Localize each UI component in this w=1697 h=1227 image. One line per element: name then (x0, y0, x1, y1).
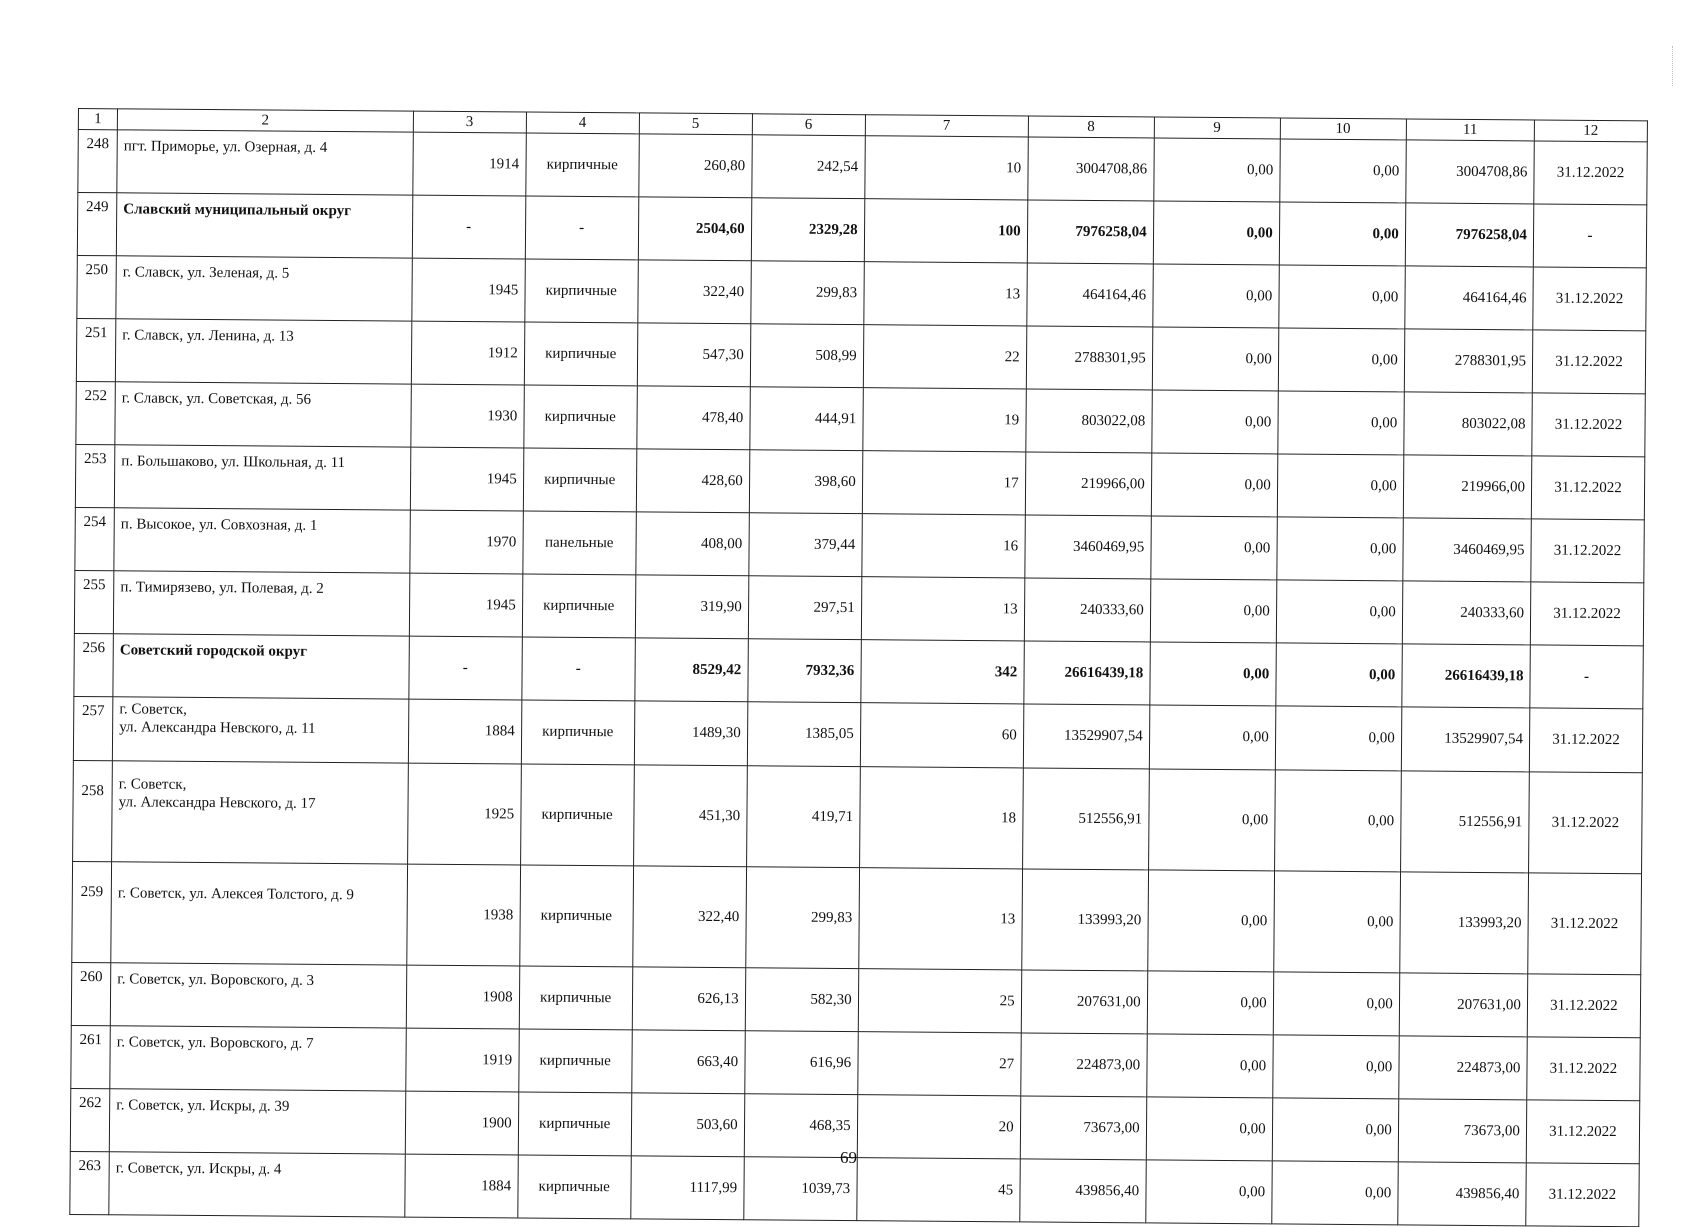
date-cell: 31.12.2022 (1530, 582, 1644, 646)
value-cell: 2788301,95 (1026, 326, 1153, 390)
column-header: 9 (1154, 117, 1280, 139)
value-cell: 398,60 (749, 450, 862, 514)
address-cell (112, 761, 408, 864)
value-cell: 0,00 (1271, 1161, 1398, 1225)
wall-material-cell: кирпичные (522, 574, 635, 638)
value-cell: 0,00 (1276, 580, 1403, 644)
year-cell: 1938 (406, 864, 520, 966)
address-cell: г. Советск, ул. Воровского, д. 3 (110, 963, 406, 1028)
value-cell: 408,00 (635, 512, 748, 576)
row-number: 261 (71, 1025, 111, 1088)
value-cell: 224873,00 (1398, 1036, 1527, 1100)
wall-material-cell: кирпичные (524, 259, 637, 323)
value-cell: 13 (858, 868, 1022, 970)
page-number: 69 (840, 1148, 857, 1167)
row-number: 250 (77, 255, 117, 318)
value-cell: 0,00 (1275, 706, 1402, 771)
value-cell: 322,40 (637, 260, 750, 324)
value-cell: 478,40 (636, 386, 749, 450)
value-cell: 803022,08 (1025, 389, 1152, 453)
column-header: 8 (1028, 116, 1154, 138)
row-number: 259 (72, 861, 112, 962)
date-cell: 31.12.2022 (1528, 873, 1642, 975)
value-cell: 3004708,86 (1027, 137, 1154, 201)
column-header: 10 (1280, 118, 1406, 140)
value-cell: 0,00 (1146, 1097, 1273, 1161)
value-cell: 419,71 (746, 766, 860, 868)
wall-material-cell: кирпичные (523, 385, 636, 449)
address-line: г. Советск, (118, 776, 187, 793)
value-cell: 468,35 (744, 1094, 857, 1158)
value-cell: 207631,00 (1021, 970, 1148, 1034)
table-row (72, 861, 1642, 974)
address-cell: п. Тимирязево, ул. Полевая, д. 2 (113, 571, 409, 636)
date-cell: 31.12.2022 (1528, 772, 1642, 874)
value-cell: 503,60 (631, 1093, 744, 1157)
row-number: 258 (73, 760, 113, 861)
value-cell: 0,00 (1146, 1034, 1273, 1098)
value-cell: 219966,00 (1025, 452, 1152, 516)
value-cell: 297,51 (748, 576, 861, 640)
value-cell: 0,00 (1151, 390, 1278, 454)
value-cell: 22 (863, 325, 1026, 389)
value-cell: 73673,00 (1020, 1096, 1147, 1160)
wall-material-cell: кирпичные (519, 865, 633, 967)
year-cell: - (412, 195, 525, 259)
value-cell: 19 (862, 388, 1025, 452)
value-cell: 20 (857, 1095, 1020, 1159)
value-cell: 3460469,95 (1024, 515, 1151, 579)
value-cell: 100 (864, 199, 1027, 263)
value-cell: 0,00 (1147, 870, 1274, 972)
scan-margin-mark (1672, 46, 1683, 86)
year-cell: - (409, 636, 522, 700)
value-cell: 27 (857, 1032, 1020, 1096)
value-cell: 512556,91 (1022, 768, 1149, 870)
date-cell: - (1533, 204, 1647, 268)
date-cell: - (1530, 645, 1644, 709)
address-cell: п. Высокое, ул. Совхозная, д. 1 (114, 508, 410, 573)
value-cell: 508,99 (750, 324, 863, 388)
value-cell: 1489,30 (634, 701, 747, 766)
date-cell: 31.12.2022 (1527, 974, 1641, 1038)
value-cell: 299,83 (745, 867, 859, 969)
address-cell: г. Советск, ул. Искры, д. 39 (109, 1089, 405, 1154)
value-cell: 2788301,95 (1404, 329, 1533, 393)
row-number: 263 (70, 1151, 110, 1214)
date-cell: 31.12.2022 (1533, 267, 1647, 331)
value-cell: 13 (861, 577, 1024, 641)
value-cell: 0,00 (1272, 1098, 1399, 1162)
row-number: 257 (73, 696, 113, 760)
value-cell: 133993,20 (1399, 872, 1528, 974)
value-cell: 73673,00 (1398, 1099, 1527, 1163)
row-number: 248 (78, 130, 118, 193)
district-total-cell: Советский городской округ (113, 634, 409, 699)
value-cell: 0,00 (1149, 705, 1276, 770)
value-cell: 0,00 (1272, 1035, 1399, 1099)
value-cell: 0,00 (1278, 391, 1405, 455)
wall-material-cell: кирпичные (518, 1092, 631, 1156)
address-cell: г. Славск, ул. Советская, д. 56 (115, 382, 411, 447)
value-cell: 7932,36 (747, 639, 860, 703)
wall-material-cell: кирпичные (517, 1155, 630, 1219)
value-cell: 444,91 (749, 387, 862, 451)
year-cell: 1970 (409, 510, 522, 574)
row-number: 252 (76, 381, 116, 444)
column-header: 2 (117, 109, 413, 132)
address-line: г. Советск, (119, 701, 188, 718)
year-cell: 1908 (406, 965, 519, 1029)
value-cell: 512556,91 (1400, 771, 1529, 873)
table-row (73, 760, 1643, 873)
value-cell: 10 (864, 136, 1027, 200)
row-number: 262 (70, 1088, 110, 1151)
date-cell: 31.12.2022 (1532, 393, 1646, 457)
value-cell: 299,83 (750, 261, 863, 325)
year-cell: 1945 (410, 447, 523, 511)
wall-material-cell: - (522, 637, 635, 701)
value-cell: 240333,60 (1024, 578, 1151, 642)
value-cell: 260,80 (638, 134, 751, 198)
row-number: 251 (76, 318, 116, 381)
value-cell: 0,00 (1147, 971, 1274, 1035)
value-cell: 26616439,18 (1023, 641, 1150, 705)
year-cell: 1884 (408, 699, 521, 764)
value-cell: 1385,05 (747, 702, 860, 767)
value-cell: 0,00 (1148, 769, 1275, 871)
date-cell: 31.12.2022 (1531, 519, 1645, 583)
value-cell: 0,00 (1151, 453, 1278, 517)
value-cell: 2504,60 (638, 197, 751, 261)
value-cell: 242,54 (751, 135, 864, 199)
value-cell: 0,00 (1274, 770, 1401, 872)
address-cell: г. Славск, ул. Ленина, д. 13 (115, 319, 411, 384)
column-header: 7 (865, 115, 1028, 137)
value-cell: 319,90 (635, 575, 748, 639)
wall-material-cell: кирпичные (519, 966, 632, 1030)
wall-material-cell: кирпичные (518, 1029, 631, 1093)
value-cell: 240333,60 (1402, 581, 1531, 645)
value-cell: 0,00 (1152, 264, 1279, 328)
column-header: 5 (639, 113, 752, 135)
wall-material-cell: кирпичные (524, 322, 637, 386)
row-number: 253 (75, 444, 115, 507)
column-header: 3 (413, 111, 526, 133)
value-cell: 16 (861, 514, 1024, 578)
value-cell: 582,30 (745, 968, 858, 1032)
value-cell: 0,00 (1150, 516, 1277, 580)
year-cell: 1930 (410, 384, 523, 448)
value-cell: 133993,20 (1021, 869, 1148, 971)
row-number: 255 (74, 570, 114, 633)
value-cell: 26616439,18 (1402, 644, 1531, 708)
value-cell: 8529,42 (635, 638, 748, 702)
year-cell: 1900 (405, 1091, 518, 1155)
value-cell: 13529907,54 (1401, 707, 1530, 772)
value-cell: 803022,08 (1404, 392, 1533, 456)
document-sheet (69, 108, 1648, 1227)
value-cell: 3460469,95 (1403, 518, 1532, 582)
value-cell: 13 (863, 262, 1026, 326)
year-cell: 1945 (409, 573, 522, 637)
value-cell: 547,30 (637, 323, 750, 387)
wall-material-cell: - (525, 196, 638, 260)
year-cell: 1884 (404, 1154, 517, 1218)
column-header: 12 (1534, 120, 1647, 142)
value-cell: 451,30 (633, 765, 747, 867)
row-number: 256 (74, 633, 114, 696)
value-cell: 7976258,04 (1405, 203, 1534, 267)
address-cell: г. Славск, ул. Зеленая, д. 5 (116, 256, 412, 321)
value-cell: 25 (858, 969, 1021, 1033)
date-cell: 31.12.2022 (1526, 1100, 1640, 1164)
date-cell: 31.12.2022 (1527, 1037, 1641, 1101)
address-cell: г. Советск, ул. Алексея Толстого, д. 9 (111, 862, 407, 965)
date-cell: 31.12.2022 (1532, 330, 1646, 394)
year-cell: 1914 (412, 132, 525, 196)
value-cell: 0,00 (1278, 265, 1405, 329)
value-cell: 224873,00 (1020, 1033, 1147, 1097)
value-cell: 219966,00 (1403, 455, 1532, 519)
value-cell: 0,00 (1153, 138, 1280, 202)
value-cell: 626,13 (632, 967, 745, 1031)
date-cell: 31.12.2022 (1531, 456, 1645, 520)
wall-material-cell: кирпичные (525, 133, 638, 197)
value-cell: 464164,46 (1405, 266, 1534, 330)
year-cell: 1919 (405, 1028, 518, 1092)
wall-material-cell: кирпичные (521, 700, 634, 765)
column-header: 6 (752, 114, 865, 136)
value-cell: 0,00 (1150, 579, 1277, 643)
wall-material-cell: панельные (522, 511, 635, 575)
date-cell: 31.12.2022 (1534, 141, 1648, 205)
value-cell: 60 (860, 703, 1023, 768)
value-cell: 13529907,54 (1023, 704, 1150, 769)
value-cell: 322,40 (632, 866, 746, 968)
row-number: 249 (77, 193, 117, 256)
value-cell: 439856,40 (1397, 1162, 1526, 1226)
value-cell: 439856,40 (1019, 1159, 1146, 1223)
address-cell: пгт. Приморье, ул. Озерная, д. 4 (117, 130, 413, 195)
address-line: ул. Александра Невского, д. 11 (119, 719, 316, 737)
value-cell: 663,40 (631, 1030, 744, 1094)
value-cell: 17 (862, 451, 1025, 515)
value-cell: 0,00 (1277, 454, 1404, 518)
value-cell: 1117,99 (630, 1156, 743, 1220)
value-cell: 207631,00 (1399, 973, 1528, 1037)
value-cell: 0,00 (1150, 642, 1277, 706)
value-cell: 379,44 (748, 513, 861, 577)
housing-register-table (69, 108, 1648, 1227)
address-cell: п. Большаково, ул. Школьная, д. 11 (114, 445, 410, 510)
value-cell: 45 (856, 1158, 1019, 1222)
year-cell: 1925 (407, 763, 521, 865)
value-cell: 18 (859, 767, 1023, 869)
column-header: 1 (78, 109, 117, 130)
value-cell: 0,00 (1276, 643, 1403, 707)
value-cell: 0,00 (1279, 202, 1406, 266)
value-cell: 0,00 (1277, 517, 1404, 581)
column-header: 11 (1406, 119, 1534, 141)
value-cell: 0,00 (1152, 327, 1279, 391)
date-cell: 31.12.2022 (1526, 1163, 1640, 1227)
address-cell: г. Советск, ул. Воровского, д. 7 (110, 1026, 406, 1091)
value-cell: 616,96 (744, 1031, 857, 1095)
address-line: ул. Александра Невского, д. 17 (118, 794, 316, 812)
value-cell: 2329,28 (751, 198, 864, 262)
value-cell: 0,00 (1153, 201, 1280, 265)
year-cell: 1945 (411, 258, 524, 322)
value-cell: 1039,73 (743, 1157, 856, 1221)
row-number: 260 (71, 962, 111, 1025)
value-cell: 3004708,86 (1406, 140, 1535, 204)
district-total-cell: Славский муниципальный округ (116, 193, 412, 258)
year-cell: 1912 (411, 321, 524, 385)
date-cell: 31.12.2022 (1529, 708, 1643, 773)
value-cell: 0,00 (1279, 139, 1406, 203)
address-cell (112, 697, 408, 763)
row-number: 254 (75, 507, 115, 570)
value-cell: 0,00 (1145, 1160, 1272, 1224)
value-cell: 0,00 (1273, 972, 1400, 1036)
column-header: 4 (526, 112, 639, 134)
value-cell: 342 (860, 640, 1023, 704)
value-cell: 7976258,04 (1027, 200, 1154, 264)
address-cell: г. Советск, ул. Искры, д. 4 (109, 1152, 405, 1217)
value-cell: 428,60 (636, 449, 749, 513)
value-cell: 0,00 (1278, 328, 1405, 392)
value-cell: 0,00 (1273, 871, 1400, 973)
wall-material-cell: кирпичные (523, 448, 636, 512)
value-cell: 464164,46 (1026, 263, 1153, 327)
wall-material-cell: кирпичные (520, 764, 634, 866)
